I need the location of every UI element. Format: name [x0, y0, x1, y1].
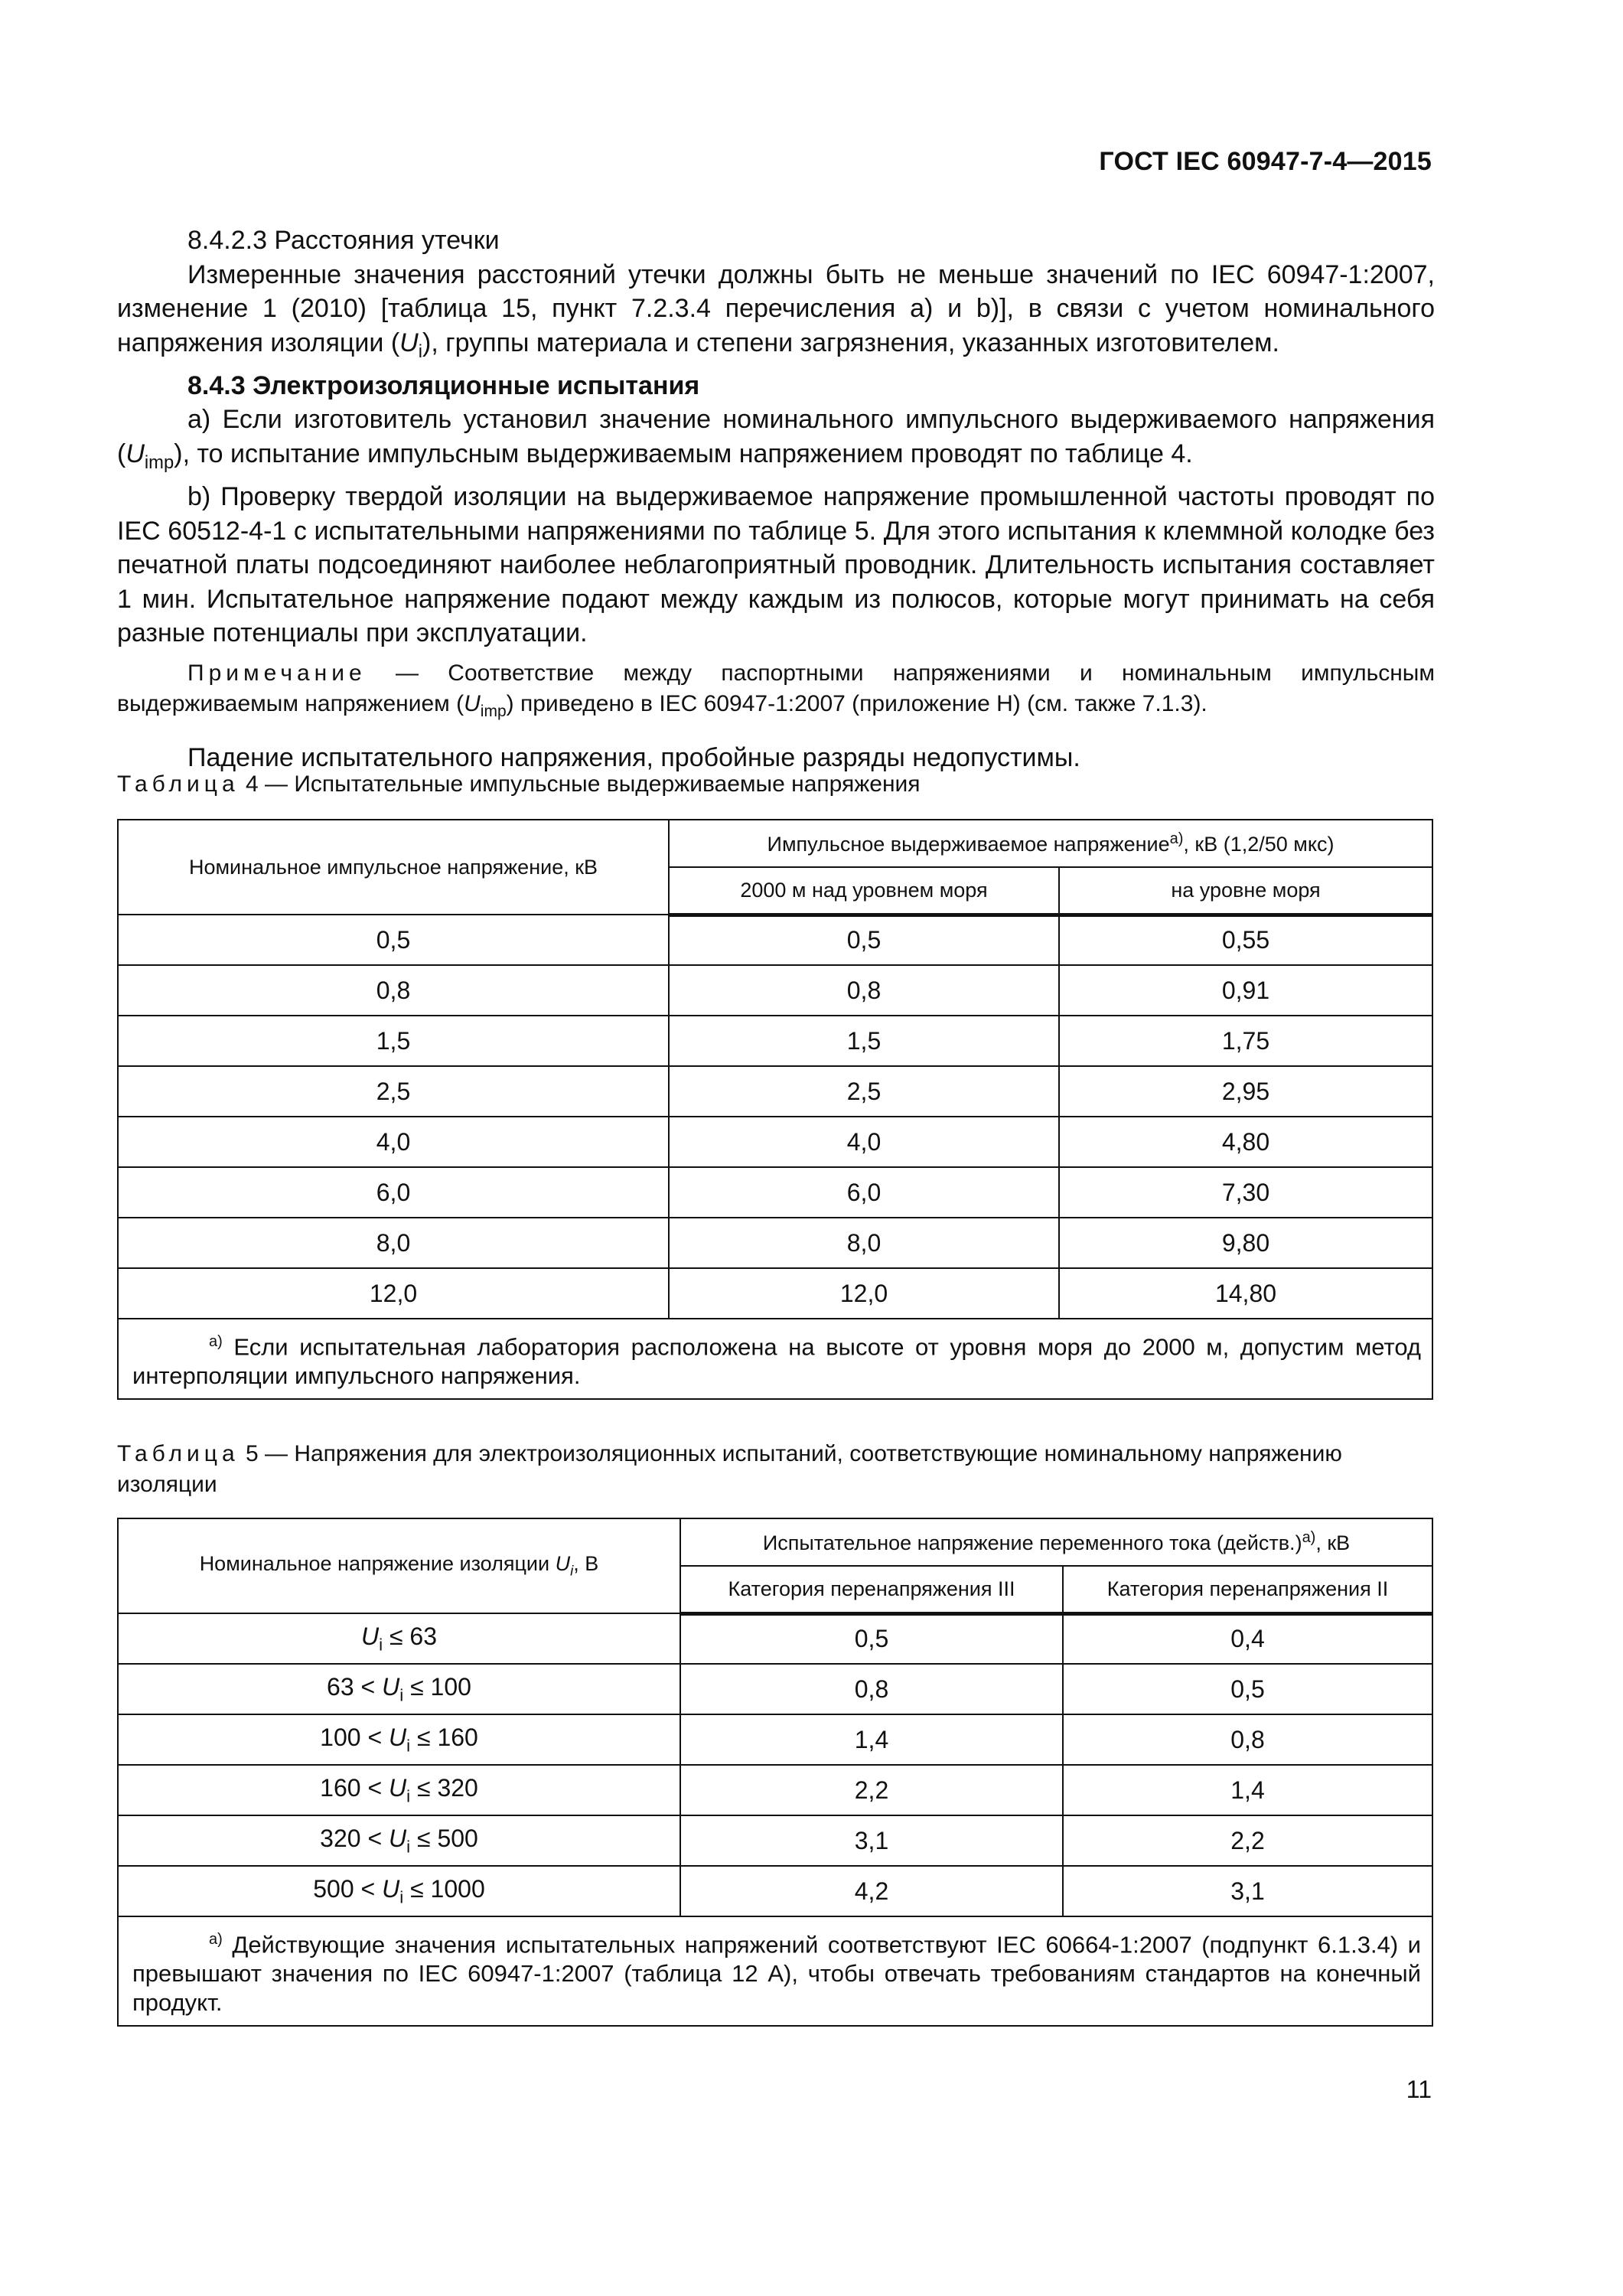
table4-caption: Таблица 4 — Испытательные импульсные выдерживаемые напряжения [117, 771, 921, 797]
table5-col3-header: Категория перенапряжения II [1063, 1566, 1432, 1613]
table-row: 0,5 0,5 0,55 [118, 915, 1432, 965]
table-row: 8,0 8,0 9,80 [118, 1218, 1432, 1268]
table-row: $320 < U_i \le 500$ 3,1 2,2 [118, 1815, 1432, 1866]
table-row: 0,8 0,8 0,91 [118, 965, 1432, 1016]
table5-caption: Таблица 5 — Напряжения для электроизоляционных испытаний, соответствующие номинальному напряжению изоляции [117, 1441, 1342, 1497]
item-b-paragraph: b) Проверку твердой изоляции на выдерживаемое напряжение промышленной частоты проводят по IEC 60512-4-1 с испытательными напряжениями по таблице 5. Для этого испытания к клеммной колодке без печатной платы подсоединяют наиболее неблагоприятный проводник. Длительность испытания составляет 1 мин. Испытательное напряжение подают между каждым из полюсов, которые могут принимать на себя разные потенциалы при эксплуатации. [117, 482, 1435, 648]
note-label: Примечание [187, 660, 367, 686]
table-row: $63 < U_i \le 100$ 0,8 0,5 [118, 1664, 1432, 1714]
table5-footnote: $^{а)}$ Действующие значения испытательных напряжений соответствуют IEC 60664-1:2007 (подпункт 6.1.3.4) и превышают значения по IEC 60947-1:2007 (таблица 12 А), чтобы отвечать требованиям стандартов на конечный продукт. [118, 1916, 1432, 2026]
item-a-paragraph: а) Если изготовитель установил значение номинального импульсного выдерживаемого напряжения $(U_{imp})$, то испытание импульсным выдерживаемым напряжением проводят по таблице 4. [117, 405, 1435, 473]
table5-col2-header: Категория перенапряжения III [680, 1566, 1063, 1613]
table-row: 6,0 6,0 7,30 [118, 1167, 1432, 1218]
document-header: ГОСТ IEC 60947-7-4—2015 [1099, 147, 1432, 176]
table-row: $160 < U_i \le 320$ 2,2 1,4 [118, 1765, 1432, 1815]
table5 [117, 1518, 1433, 2027]
table-row: 1,5 1,5 1,75 [118, 1016, 1432, 1066]
table4-footnote: $^{а)}$ Если испытательная лаборатория расположена на высоте от уровня моря до 2000 м, допустим метод интерполяции импульсного напряжения. [118, 1319, 1432, 1399]
section-8-4-2-3-title: 8.4.2.3 Расстояния утечки [187, 226, 500, 255]
creepage-paragraph: Измеренные значения расстояний утечки должны быть не меньше значений по IEC 60947-1:2007, изменение 1 (2010) [таблица 15, пункт 7.2.3.4 перечисления а) и b)], в связи с учетом номинального напряжения изоляции $(U_i)$, группы материала и степени загрязнения, указанных изготовителем. [117, 259, 1435, 362]
table-row: $100 < U_i \le 160$ 1,4 0,8 [118, 1714, 1432, 1765]
table-row: 12,0 12,0 14,80 [118, 1268, 1432, 1319]
body-text [117, 223, 1435, 775]
table5-col1-header: Номинальное напряжение изоляции $U_i$, В [118, 1518, 680, 1613]
drop-text: Падение испытательного напряжения, пробойные разряды недопустимы. [187, 742, 1080, 772]
table-row: 2,5 2,5 2,95 [118, 1066, 1432, 1117]
table4-col1-header: Номинальное импульсное напряжение, кВ [118, 820, 669, 915]
page-number: 11 [1406, 2076, 1432, 2103]
table4-col3-header: на уровне моря [1059, 867, 1432, 915]
table4 [117, 819, 1433, 1400]
table5-group-header: Испытательное напряжение переменного тока (действ.)$^{а)}$, кВ [680, 1518, 1432, 1566]
table-row: $U_i \le 63$ 0,5 0,4 [118, 1613, 1432, 1664]
note: Примечание — Соответствие между паспортными напряжениями и номинальным импульсным выдерживаемым напряжением $(U_{imp})$ приведено в IEC 60947-1:2007 (приложение Н) (см. также 7.1.3). [117, 660, 1435, 720]
table-row: 4,0 4,0 4,80 [118, 1117, 1432, 1167]
table-row: $500 < U_i \le 1000$ 4,2 3,1 [118, 1866, 1432, 1916]
section-8-4-3-title: 8.4.3 Электроизоляционные испытания [187, 370, 700, 400]
table4-col2-header: 2000 м над уровнем моря [669, 867, 1059, 915]
table4-group-header: Импульсное выдерживаемое напряжение$^{а)}$, кВ (1,2/50 мкс) [669, 820, 1432, 867]
